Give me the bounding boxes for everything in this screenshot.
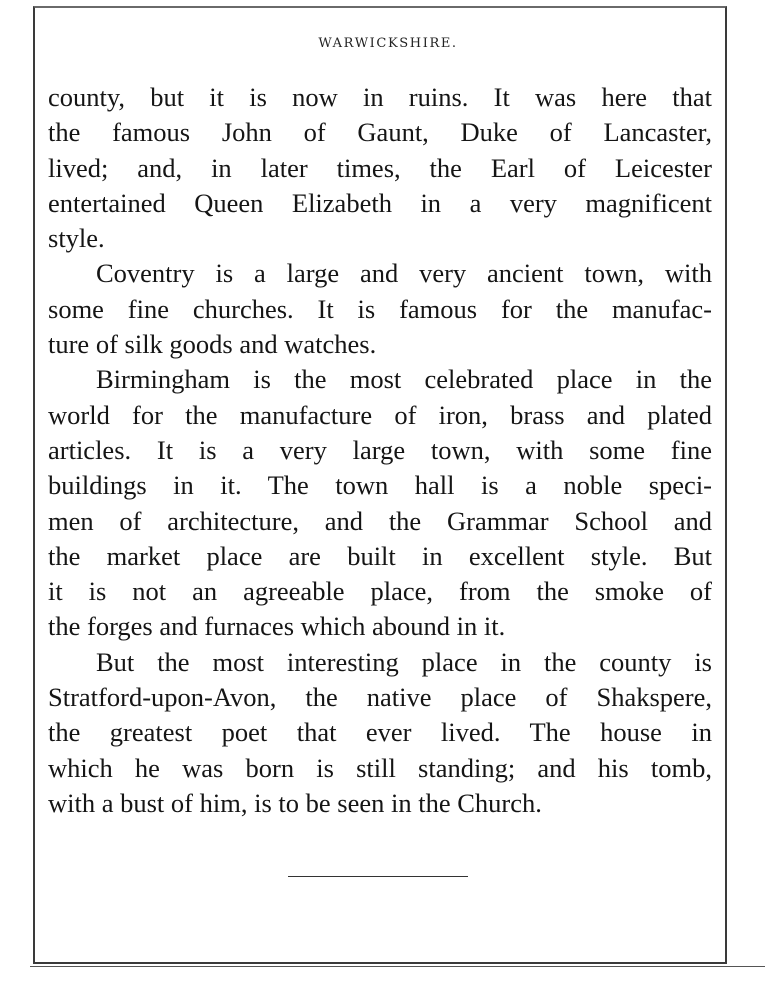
text-line: lived; and, in later times, the Earl of Leicester bbox=[48, 152, 712, 183]
text-line: articles. It is a very large town, with some fine bbox=[48, 434, 712, 465]
text-line: Coventry is a large and very ancient town, with bbox=[96, 258, 712, 289]
paragraph bbox=[48, 645, 712, 821]
text-line: But the most interesting place in the county is bbox=[96, 646, 712, 677]
text-line: men of architecture, and the Grammar School and bbox=[48, 505, 712, 536]
text-line: some fine churches. It is famous for the manufac- bbox=[48, 293, 712, 324]
chapter-end-rule bbox=[288, 876, 468, 877]
text-line: the forges and furnaces which abound in it. bbox=[48, 611, 506, 642]
body-text bbox=[48, 80, 712, 821]
paragraph bbox=[48, 256, 712, 362]
text-line: county, but it is now in ruins. It was here that bbox=[48, 82, 712, 112]
paragraph bbox=[48, 80, 712, 256]
text-line: Stratford-upon-Avon, the native place of Shakspere, bbox=[48, 682, 712, 713]
text-line: Birmingham is the most celebrated place in the bbox=[96, 364, 712, 395]
text-line: the famous John of Gaunt, Duke of Lancaster, bbox=[48, 117, 712, 148]
text-line: ture of silk goods and watches. bbox=[48, 329, 377, 360]
text-line: it is not an agreeable place, from the smoke of bbox=[48, 576, 712, 607]
bottom-border-rule bbox=[30, 966, 765, 967]
text-line: with a bust of him, is to be seen in the Church. bbox=[48, 787, 542, 818]
text-line: which he was born is still standing; and his tomb, bbox=[48, 752, 712, 783]
text-line: style. bbox=[48, 223, 105, 254]
running-head: WARWICKSHIRE. bbox=[318, 36, 458, 51]
text-line: the market place are built in excellent style. But bbox=[48, 540, 712, 571]
text-line: the greatest poet that ever lived. The house in bbox=[48, 717, 712, 748]
text-line: buildings in it. The town hall is a noble speci- bbox=[48, 470, 712, 501]
paragraph bbox=[48, 362, 712, 644]
text-line: world for the manufacture of iron, brass and plated bbox=[48, 399, 712, 430]
text-line: entertained Queen Elizabeth in a very magnificent bbox=[48, 187, 712, 218]
